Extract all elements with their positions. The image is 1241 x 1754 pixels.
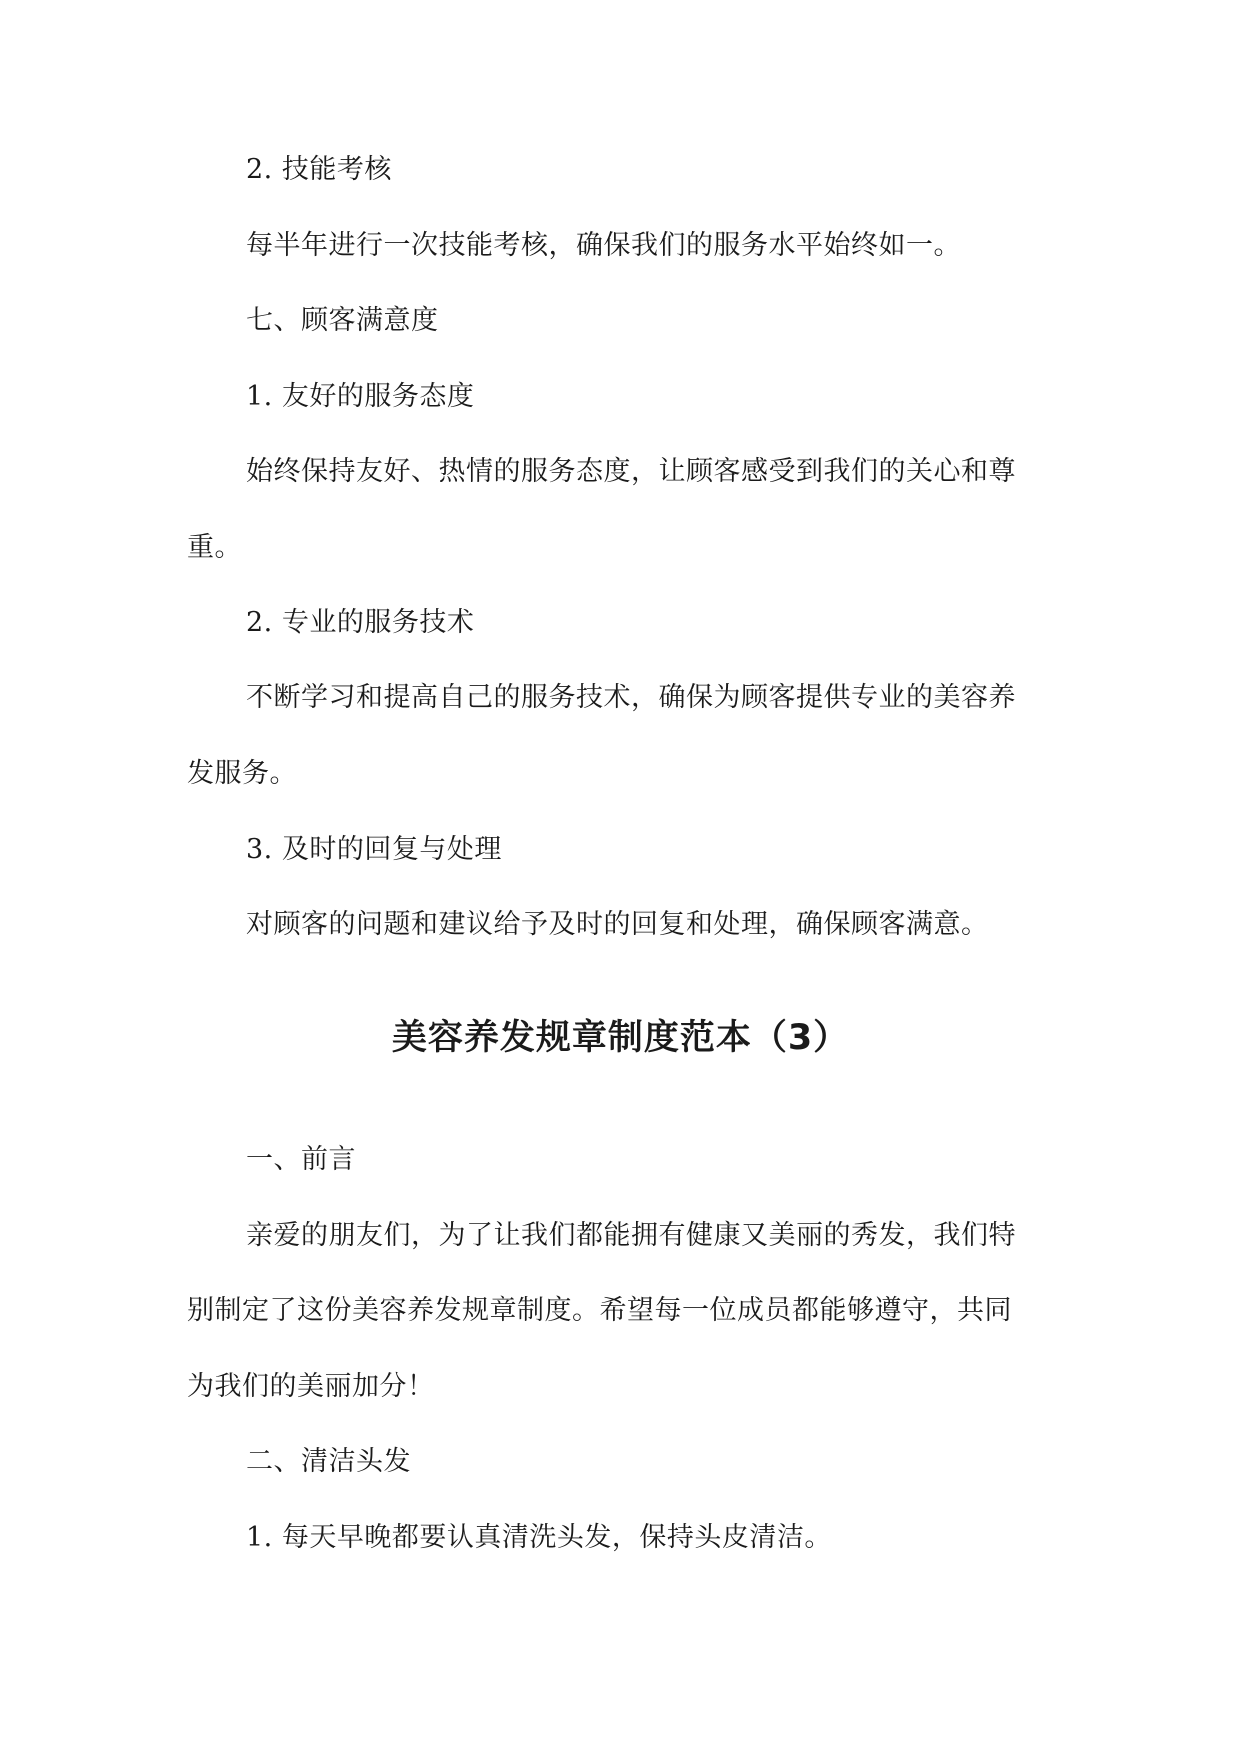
list-item: 1. 每天早晚都要认真清洗头发，保持头皮清洁。 (246, 1522, 832, 1553)
paragraph-line: 始终保持友好、热情的服务态度，让顾客感受到我们的关心和尊 (246, 456, 1016, 487)
paragraph-line: 发服务。 (187, 758, 297, 789)
paragraph-line: 不断学习和提高自己的服务技术，确保为顾客提供专业的美容养 (246, 682, 1016, 713)
subheading-skill-assessment: 2. 技能考核 (246, 154, 392, 185)
paragraph-line: 亲爱的朋友们，为了让我们都能拥有健康又美丽的秀发，我们特 (246, 1220, 1016, 1251)
section-heading-customer-satisfaction: 七、顾客满意度 (246, 305, 439, 336)
subheading-professional-technique: 2. 专业的服务技术 (246, 607, 475, 638)
paragraph-line: 别制定了这份美容养发规章制度。希望每一位成员都能够遵守，共同 (187, 1295, 1012, 1326)
section-title: 美容养发规章制度范本（3） (391, 1018, 850, 1058)
paragraph-line: 为我们的美丽加分！ (187, 1371, 435, 1402)
subheading-timely-response: 3. 及时的回复与处理 (246, 834, 502, 865)
paragraph-line: 每半年进行一次技能考核，确保我们的服务水平始终如一。 (246, 230, 961, 261)
paragraph-line: 重。 (187, 532, 242, 563)
section-heading-preface: 一、前言 (246, 1144, 356, 1175)
section-heading-clean-hair: 二、清洁头发 (246, 1446, 411, 1477)
subheading-friendly-service: 1. 友好的服务态度 (246, 381, 475, 412)
paragraph-line: 对顾客的问题和建议给予及时的回复和处理，确保顾客满意。 (246, 909, 989, 940)
